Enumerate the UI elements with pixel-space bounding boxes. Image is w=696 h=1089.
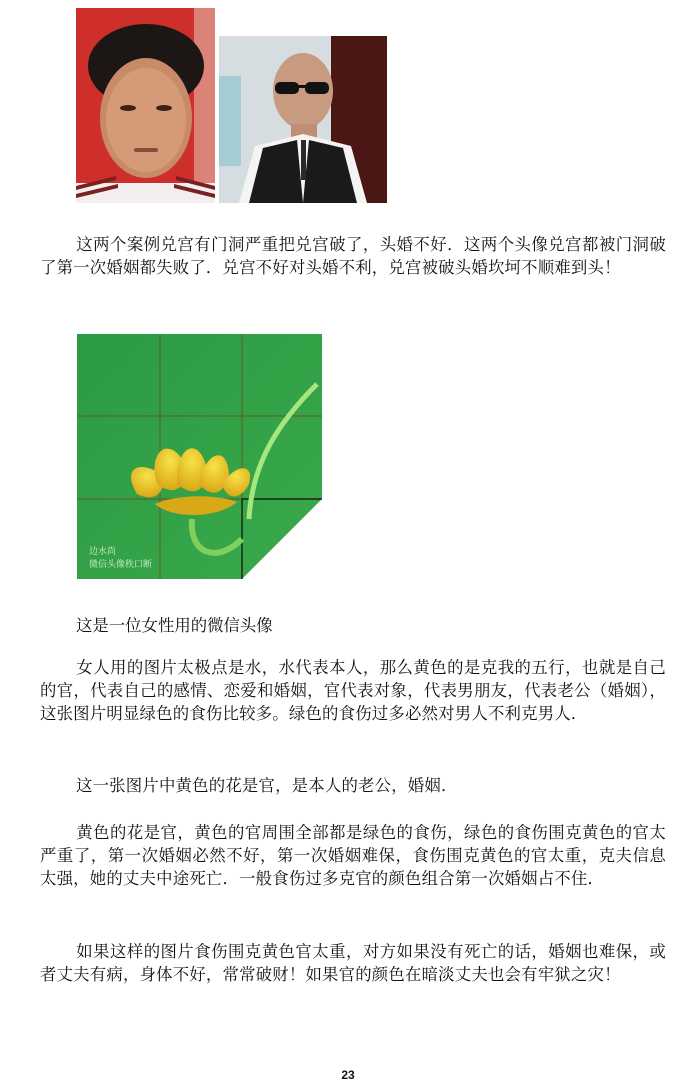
paragraph-2-text: 女人用的图片太极点是水，水代表本人，那么黄色的是克我的五行，也就是自己的官，代表自己的感情、恋爱和婚姻，官代表对象，代表男朋友，代表老公（婚姻），这张图片明显绿色的食伤比较多。绿色的食伤过多必然对男人不利克男人．	[40, 658, 666, 723]
portrait-1-illustration	[76, 8, 215, 203]
watermark-line-2: 微信头像秩口断	[89, 560, 153, 570]
lotus-avatar-image	[77, 334, 322, 579]
paragraph-4-text: 黄色的花是官，黄色的官周围全部都是绿色的食伤，绿色的食伤围克黄色的官太严重了，第一次婚姻必然不好，第一次婚姻难保，食伤围克黄色的官太重，克夫信息太强，她的丈夫中途死亡．一般食伤过多克官的颜色组合第一次婚姻占不住．	[40, 823, 666, 888]
page-number: 23	[341, 1068, 355, 1082]
paragraph-5	[40, 940, 666, 986]
paragraph-4	[40, 821, 666, 890]
paragraph-1	[40, 233, 666, 279]
image-caption: 这是一位女性用的微信头像	[76, 616, 273, 635]
paragraph-3-text: 这一张图片中黄色的花是官，是本人的老公，婚姻．	[76, 776, 458, 795]
paragraph-1-text: 这两个案例兑宫有门洞严重把兑宫破了，头婚不好．这两个头像兑宫都被门洞破了第一次婚姻都失败了．兑宫不好对头婚不利，兑宫被破头婚坎坷不顺难到头！	[40, 235, 666, 277]
watermark-line-1: 边水尚	[89, 547, 117, 557]
paragraph-2	[40, 656, 666, 725]
portrait-photo-1	[76, 8, 215, 203]
portrait-2-illustration	[219, 36, 387, 203]
paragraph-3	[40, 774, 666, 797]
lotus-illustration	[77, 334, 322, 579]
portrait-photo-2	[219, 36, 387, 203]
paragraph-5-text: 如果这样的图片食伤围克黄色官太重，对方如果没有死亡的话，婚姻也难保，或者丈夫有病，身体不好，常常破财！如果官的颜色在暗淡丈夫也会有牢狱之灾！	[40, 942, 666, 984]
